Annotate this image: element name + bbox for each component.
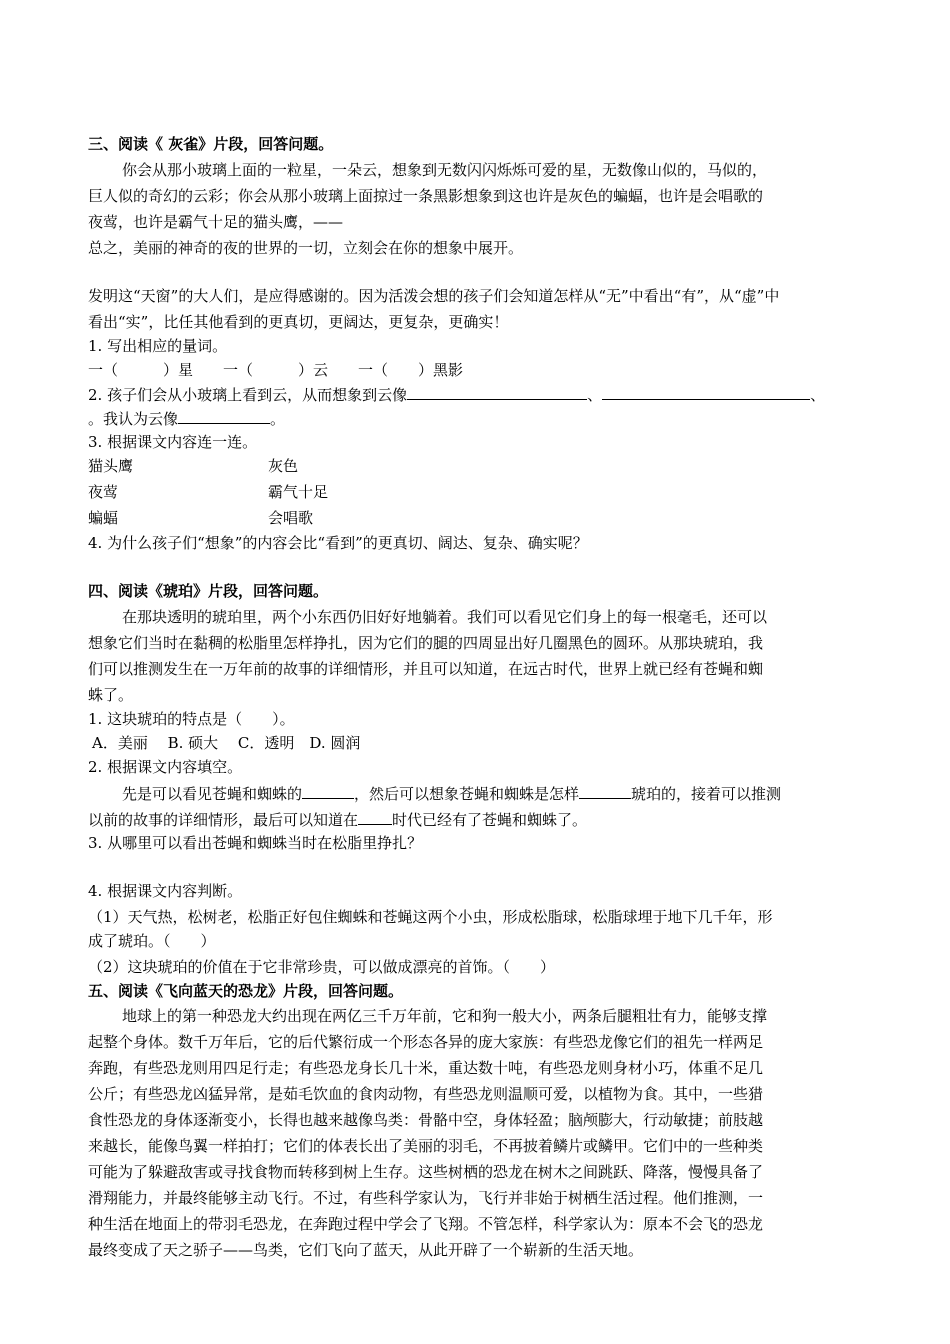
fill-text: 时代已经有了苍蝇和蜘蛛了。 xyxy=(392,811,588,829)
section-4-paragraph-line: 蛛了。 xyxy=(88,686,134,704)
section-3-paragraph-line: 发明这“天窗”的大人们，是应得感谢的。因为活泼会想的孩子们会知道怎样从“无”中看出“有”，从“虚”中 xyxy=(88,287,780,305)
fill-text: ，然后可以想象苍蝇和蜘蛛是怎样 xyxy=(354,785,580,803)
match-right-item: 灰色 xyxy=(268,457,299,475)
match-left-item: 蝙蝠 xyxy=(88,509,119,527)
match-left-item: 猫头鹰 xyxy=(88,457,134,475)
separator: 、 xyxy=(810,386,826,404)
question-4-3: 3. 从哪里可以看出苍蝇和蜘蛛当时在松脂里挣扎？ xyxy=(88,834,423,852)
section-5-paragraph-line: 公斤；有些恐龙凶猛异常，是茹毛饮血的食肉动物，有些恐龙则温顺可爱，以植物为食。其中，一些猎 xyxy=(88,1085,764,1103)
section-4-paragraph-line: 们可以推测发生在一万年前的故事的详细情形，并且可以知道，在远古时代，世界上就已经有苍蝇和蜘 xyxy=(88,660,764,678)
section-5-paragraph-line: 可能为了躲避敌害或寻找食物而转移到树上生存。这些树栖的恐龙在树木之间跳跃、降落，慢慢具备了 xyxy=(88,1163,764,1181)
question-3-2-continued xyxy=(88,408,285,429)
section-3-paragraph-line: 你会从那小玻璃上面的一粒星，一朵云，想象到无数闪闪烁烁可爱的星，无数像山似的，马似的， xyxy=(122,161,768,179)
fill-text: 先是可以看见苍蝇和蜘蛛的 xyxy=(122,785,303,803)
question-4-4: 4. 根据课文内容判断。 xyxy=(88,882,243,900)
judgement-item-1-continued: 成了琥珀。（ ） xyxy=(88,932,216,950)
question-3-4: 4. 为什么孩子们“想象”的内容会比“看到”的更真切、阔达、复杂、确实呢？ xyxy=(88,534,588,552)
question-4-2-fill-continued xyxy=(88,809,587,830)
section-5-paragraph-line: 食性恐龙的身体逐渐变小，长得也越来越像鸟类：骨骼中空，身体轻盈；脑颅膨大，行动敏捷；前肢越 xyxy=(88,1111,764,1129)
section-5-paragraph-line: 最终变成了天之骄子——鸟类，它们飞向了蓝天，从此开辟了一个崭新的生活天地。 xyxy=(88,1241,644,1259)
section-4-heading: 四、阅读《琥珀》片段，回答问题。 xyxy=(88,582,329,600)
match-left-item: 夜莺 xyxy=(88,483,119,501)
section-5-paragraph-line: 起整个身体。数千万年后，它的后代繁衍成一个形态各异的庞大家族：有些恐龙像它们的祖先一样两足 xyxy=(88,1033,764,1051)
question-3-2-text: 。我认为云像 xyxy=(88,410,179,428)
question-3-2-text: 2. 孩子们会从小玻璃上看到云，从而想象到云像 xyxy=(88,386,408,404)
section-3-paragraph-line: 看出“实”，比任其他看到的更真切，更阔达，更复杂，更确实！ xyxy=(88,313,509,331)
question-4-2: 2. 根据课文内容填空。 xyxy=(88,758,243,776)
judgement-item-1: （1）天气热，松树老，松脂正好包住蜘蛛和苍蝇这两个小虫，形成松脂球，松脂球埋于地下几千年，形 xyxy=(88,908,773,926)
answer-blank[interactable] xyxy=(579,783,631,799)
answer-blank[interactable] xyxy=(407,384,587,400)
section-5-paragraph-line: 地球上的第一种恐龙大约出现在两亿三千万年前，它和狗一般大小，两条后腿粗壮有力，能够支撑 xyxy=(122,1007,768,1025)
judgement-item-2: （2）这块琥珀的价值在于它非常珍贵，可以做成漂亮的首饰。（ ） xyxy=(88,958,556,976)
question-3-3: 3. 根据课文内容连一连。 xyxy=(88,433,258,451)
period: 。 xyxy=(270,410,286,428)
answer-blank[interactable] xyxy=(602,384,810,400)
section-3-paragraph-line: 总之，美丽的神奇的夜的世界的一切，立刻会在你的想象中展开。 xyxy=(88,239,524,257)
section-3-heading: 三、阅读《 灰雀》片段，回答问题。 xyxy=(88,135,334,153)
question-3-1-blanks: 一（ ）星 一（ ）云 一（ ）黑影 xyxy=(88,361,464,379)
section-4-paragraph-line: 在那块透明的琥珀里，两个小东西仍旧好好地躺着。我们可以看见它们身上的每一根毫毛，还可以 xyxy=(122,608,768,626)
question-4-2-fill xyxy=(122,783,781,804)
fill-text: 以前的故事的详细情形，最后可以知道在 xyxy=(88,811,359,829)
section-5-paragraph-line: 来越长，能像鸟翼一样拍打；它们的体表长出了美丽的羽毛，不再披着鳞片或鳞甲。它们中的一些种类 xyxy=(88,1137,764,1155)
section-4-paragraph-line: 想象它们当时在黏稠的松脂里怎样挣扎，因为它们的腿的四周显出好几圈黑色的圆环。从那块琥珀，我 xyxy=(88,634,764,652)
answer-blank[interactable] xyxy=(178,408,270,424)
section-5-heading: 五、阅读《飞向蓝天的恐龙》片段，回答问题。 xyxy=(88,982,404,1000)
question-3-1: 1. 写出相应的量词。 xyxy=(88,337,228,355)
section-3-paragraph-line: 巨人似的奇幻的云彩；你会从那小玻璃上面掠过一条黑影想象到这也许是灰色的蝙蝠，也许是会唱歌的 xyxy=(88,187,764,205)
answer-blank[interactable] xyxy=(302,783,354,799)
question-4-1: 1. 这块琥珀的特点是（ ）。 xyxy=(88,710,295,728)
question-4-1-options: A．美丽 B. 硕大 C．透明 D. 圆润 xyxy=(92,734,361,752)
match-right-item: 霸气十足 xyxy=(268,483,329,501)
section-5-paragraph-line: 奔跑，有些恐龙则用四足行走；有些恐龙身长几十米，重达数十吨，有些恐龙则身材小巧，体重不足几 xyxy=(88,1059,764,1077)
fill-text: 琥珀的，接着可以推测 xyxy=(631,785,782,803)
separator: 、 xyxy=(587,386,603,404)
match-right-item: 会唱歌 xyxy=(268,509,314,527)
answer-blank[interactable] xyxy=(358,809,392,825)
section-5-paragraph-line: 种生活在地面上的带羽毛恐龙，在奔跑过程中学会了飞翔。不管怎样，科学家认为：原本不会飞的恐龙 xyxy=(88,1215,764,1233)
section-3-paragraph-line: 夜莺，也许是霸气十足的猫头鹰，—— xyxy=(88,213,344,231)
section-5-paragraph-line: 滑翔能力，并最终能够主动飞行。不过，有些科学家认为，飞行并非始于树栖生活过程。他们推测，一 xyxy=(88,1189,764,1207)
question-3-2 xyxy=(88,384,825,405)
